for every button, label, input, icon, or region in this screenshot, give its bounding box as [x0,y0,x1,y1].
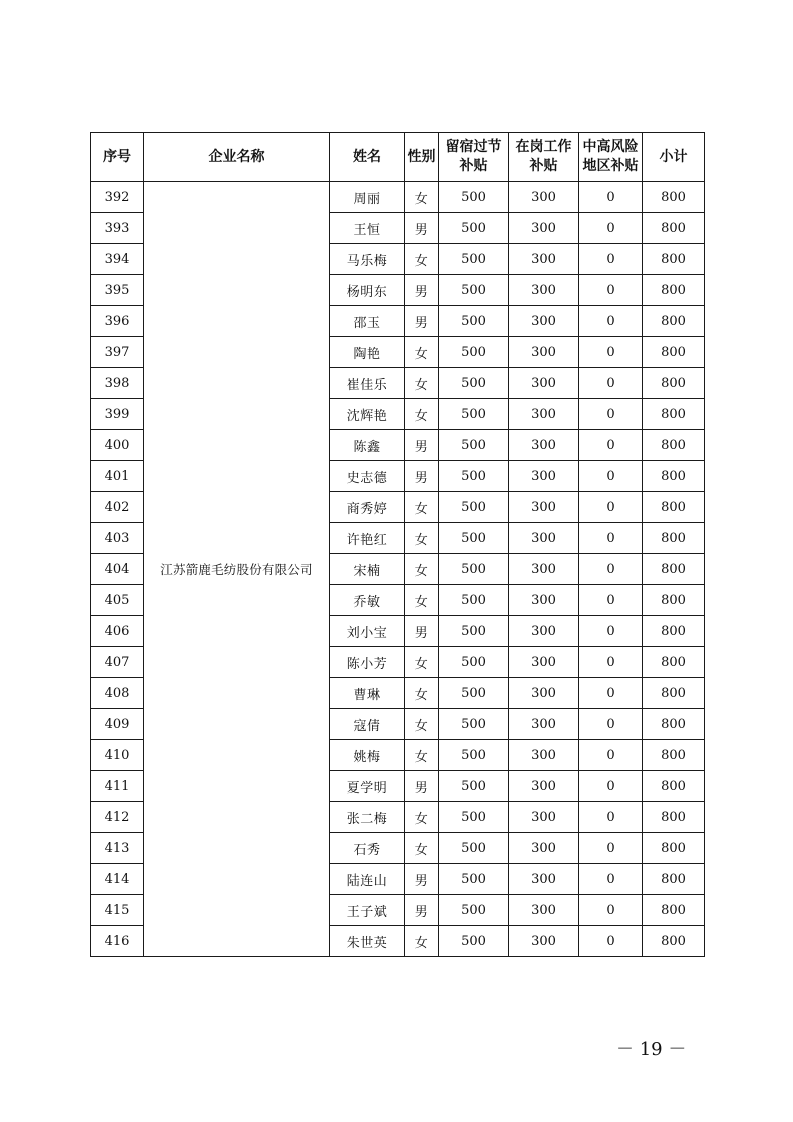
risk-cell: 0 [579,306,643,337]
risk-cell: 0 [579,368,643,399]
stay-cell: 500 [439,430,509,461]
subtotal-cell: 800 [643,554,705,585]
gender-cell: 女 [405,399,439,430]
gender-cell: 女 [405,523,439,554]
risk-cell: 0 [579,926,643,957]
name-cell: 朱世英 [330,926,405,957]
work-cell: 300 [509,492,579,523]
stay-cell: 500 [439,244,509,275]
seq-cell: 413 [91,833,144,864]
risk-cell: 0 [579,616,643,647]
table-header [91,133,705,182]
risk-cell: 0 [579,709,643,740]
risk-cell: 0 [579,864,643,895]
header-subtotal: 小计 [643,133,705,182]
gender-cell: 男 [405,275,439,306]
work-cell: 300 [509,926,579,957]
work-cell: 300 [509,337,579,368]
risk-cell: 0 [579,740,643,771]
subtotal-cell: 800 [643,306,705,337]
gender-cell: 女 [405,492,439,523]
gender-cell: 女 [405,833,439,864]
header-work-subsidy-line2: 补贴 [529,158,558,174]
seq-cell: 408 [91,678,144,709]
gender-cell: 女 [405,740,439,771]
seq-cell: 411 [91,771,144,802]
gender-cell: 男 [405,461,439,492]
header-risk-subsidy-line1: 中高风险 [582,139,639,155]
seq-cell: 400 [91,430,144,461]
header-company: 企业名称 [144,133,330,182]
stay-cell: 500 [439,678,509,709]
work-cell: 300 [509,864,579,895]
subtotal-cell: 800 [643,399,705,430]
name-cell: 沈辉艳 [330,399,405,430]
name-cell: 陈小芳 [330,647,405,678]
seq-cell: 405 [91,585,144,616]
risk-cell: 0 [579,833,643,864]
stay-cell: 500 [439,771,509,802]
work-cell: 300 [509,616,579,647]
stay-cell: 500 [439,306,509,337]
gender-cell: 男 [405,306,439,337]
work-cell: 300 [509,461,579,492]
subtotal-cell: 800 [643,926,705,957]
header-stay-subsidy-line2: 补贴 [459,158,488,174]
name-cell: 陈鑫 [330,430,405,461]
seq-cell: 401 [91,461,144,492]
seq-cell: 393 [91,213,144,244]
name-cell: 张二梅 [330,802,405,833]
work-cell: 300 [509,802,579,833]
gender-cell: 女 [405,337,439,368]
work-cell: 300 [509,554,579,585]
name-cell: 石秀 [330,833,405,864]
subtotal-cell: 800 [643,709,705,740]
company-name-cell: 江苏箭鹿毛纺股份有限公司 [144,182,330,957]
subtotal-cell: 800 [643,275,705,306]
gender-cell: 男 [405,430,439,461]
gender-cell: 女 [405,554,439,585]
stay-cell: 500 [439,833,509,864]
subtotal-cell: 800 [643,802,705,833]
seq-cell: 406 [91,616,144,647]
subtotal-cell: 800 [643,430,705,461]
name-cell: 陆连山 [330,864,405,895]
subtotal-cell: 800 [643,740,705,771]
table-body [91,182,705,957]
gender-cell: 女 [405,802,439,833]
stay-cell: 500 [439,895,509,926]
name-cell: 夏学明 [330,771,405,802]
seq-cell: 414 [91,864,144,895]
seq-cell: 409 [91,709,144,740]
name-cell: 杨明东 [330,275,405,306]
subtotal-cell: 800 [643,585,705,616]
risk-cell: 0 [579,771,643,802]
page-number: － 19 － [616,1039,687,1060]
subtotal-cell: 800 [643,895,705,926]
seq-cell: 407 [91,647,144,678]
name-cell: 史志德 [330,461,405,492]
subtotal-cell: 800 [643,368,705,399]
header-work-subsidy [509,133,579,182]
stay-cell: 500 [439,337,509,368]
stay-cell: 500 [439,616,509,647]
gender-cell: 女 [405,709,439,740]
name-cell: 姚梅 [330,740,405,771]
name-cell: 周丽 [330,182,405,213]
stay-cell: 500 [439,399,509,430]
risk-cell: 0 [579,647,643,678]
header-stay-subsidy-line1: 留宿过节 [445,139,502,155]
subtotal-cell: 800 [643,616,705,647]
subtotal-cell: 800 [643,461,705,492]
name-cell: 崔佳乐 [330,368,405,399]
gender-cell: 男 [405,771,439,802]
seq-cell: 399 [91,399,144,430]
name-cell: 王恒 [330,213,405,244]
risk-cell: 0 [579,244,643,275]
risk-cell: 0 [579,585,643,616]
risk-cell: 0 [579,337,643,368]
stay-cell: 500 [439,492,509,523]
gender-cell: 男 [405,864,439,895]
header-work-subsidy-line1: 在岗工作 [515,139,572,155]
subtotal-cell: 800 [643,771,705,802]
work-cell: 300 [509,275,579,306]
seq-cell: 392 [91,182,144,213]
header-name: 姓名 [330,133,405,182]
stay-cell: 500 [439,864,509,895]
stay-cell: 500 [439,585,509,616]
name-cell: 商秀婷 [330,492,405,523]
seq-cell: 404 [91,554,144,585]
stay-cell: 500 [439,182,509,213]
name-cell: 曹琳 [330,678,405,709]
work-cell: 300 [509,833,579,864]
seq-cell: 398 [91,368,144,399]
seq-cell: 396 [91,306,144,337]
risk-cell: 0 [579,275,643,306]
stay-cell: 500 [439,213,509,244]
stay-cell: 500 [439,554,509,585]
work-cell: 300 [509,523,579,554]
stay-cell: 500 [439,647,509,678]
work-cell: 300 [509,182,579,213]
subtotal-cell: 800 [643,492,705,523]
stay-cell: 500 [439,802,509,833]
work-cell: 300 [509,740,579,771]
name-cell: 许艳红 [330,523,405,554]
header-risk-subsidy-line2: 地区补贴 [582,158,639,174]
subtotal-cell: 800 [643,678,705,709]
work-cell: 300 [509,678,579,709]
seq-cell: 410 [91,740,144,771]
work-cell: 300 [509,709,579,740]
name-cell: 寇倩 [330,709,405,740]
gender-cell: 女 [405,368,439,399]
stay-cell: 500 [439,275,509,306]
gender-cell: 女 [405,647,439,678]
stay-cell: 500 [439,368,509,399]
subtotal-cell: 800 [643,337,705,368]
seq-cell: 397 [91,337,144,368]
seq-cell: 394 [91,244,144,275]
seq-cell: 415 [91,895,144,926]
subtotal-cell: 800 [643,182,705,213]
header-gender: 性别 [405,133,439,182]
seq-cell: 403 [91,523,144,554]
gender-cell: 女 [405,678,439,709]
gender-cell: 女 [405,926,439,957]
work-cell: 300 [509,430,579,461]
subtotal-cell: 800 [643,647,705,678]
work-cell: 300 [509,213,579,244]
header-row [91,133,705,182]
gender-cell: 女 [405,244,439,275]
gender-cell: 男 [405,213,439,244]
table-row [91,182,705,213]
header-stay-subsidy [439,133,509,182]
subtotal-cell: 800 [643,213,705,244]
work-cell: 300 [509,244,579,275]
risk-cell: 0 [579,895,643,926]
risk-cell: 0 [579,399,643,430]
risk-cell: 0 [579,554,643,585]
work-cell: 300 [509,368,579,399]
risk-cell: 0 [579,678,643,709]
risk-cell: 0 [579,492,643,523]
risk-cell: 0 [579,802,643,833]
risk-cell: 0 [579,430,643,461]
gender-cell: 男 [405,616,439,647]
work-cell: 300 [509,771,579,802]
subtotal-cell: 800 [643,833,705,864]
risk-cell: 0 [579,182,643,213]
gender-cell: 男 [405,895,439,926]
work-cell: 300 [509,895,579,926]
name-cell: 乔敏 [330,585,405,616]
work-cell: 300 [509,585,579,616]
seq-cell: 402 [91,492,144,523]
name-cell: 刘小宝 [330,616,405,647]
stay-cell: 500 [439,523,509,554]
name-cell: 马乐梅 [330,244,405,275]
name-cell: 宋楠 [330,554,405,585]
header-seq: 序号 [91,133,144,182]
risk-cell: 0 [579,523,643,554]
seq-cell: 412 [91,802,144,833]
gender-cell: 女 [405,182,439,213]
work-cell: 300 [509,306,579,337]
subtotal-cell: 800 [643,523,705,554]
stay-cell: 500 [439,461,509,492]
subtotal-cell: 800 [643,244,705,275]
subtotal-cell: 800 [643,864,705,895]
name-cell: 王子斌 [330,895,405,926]
header-risk-subsidy [579,133,643,182]
stay-cell: 500 [439,926,509,957]
risk-cell: 0 [579,213,643,244]
work-cell: 300 [509,647,579,678]
stay-cell: 500 [439,740,509,771]
name-cell: 邵玉 [330,306,405,337]
risk-cell: 0 [579,461,643,492]
work-cell: 300 [509,399,579,430]
gender-cell: 女 [405,585,439,616]
stay-cell: 500 [439,709,509,740]
seq-cell: 395 [91,275,144,306]
name-cell: 陶艳 [330,337,405,368]
subsidy-roster-table [90,132,705,957]
seq-cell: 416 [91,926,144,957]
